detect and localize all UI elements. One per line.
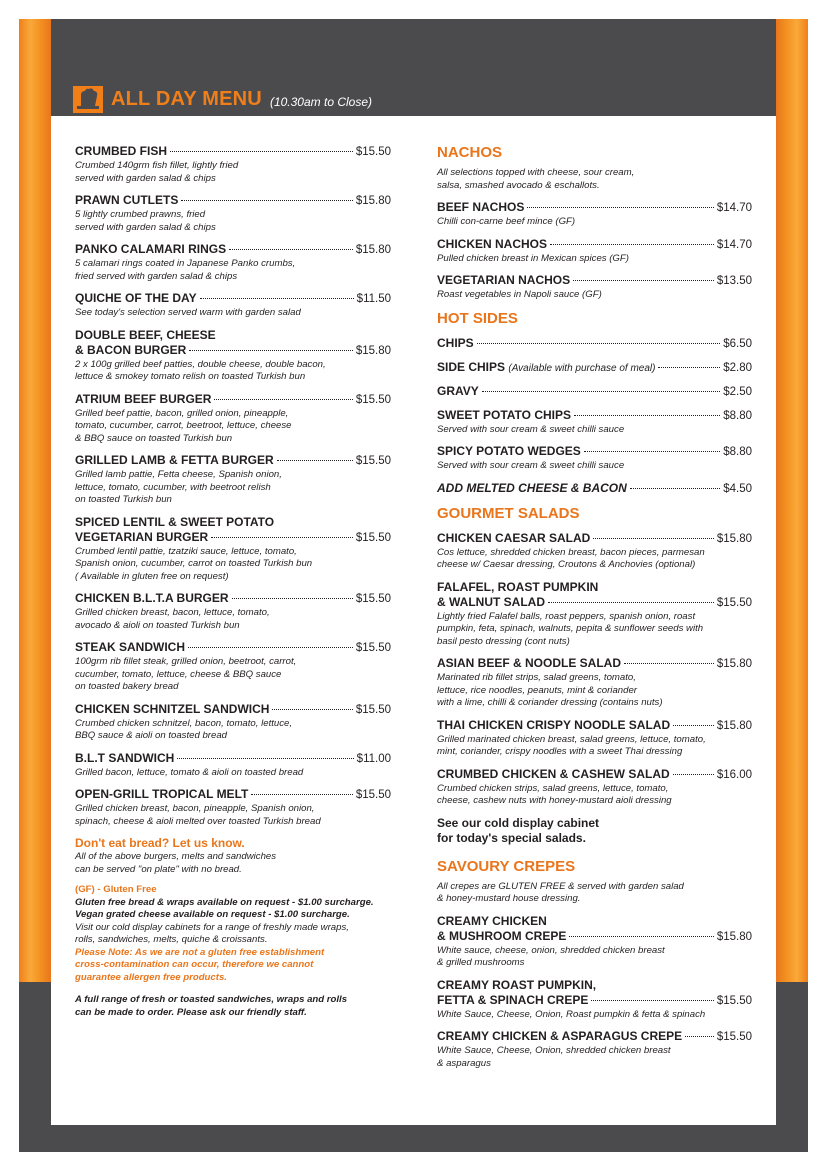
dot-leader xyxy=(477,343,721,344)
dot-leader xyxy=(658,367,720,368)
menu-item xyxy=(437,273,752,302)
item-name xyxy=(437,273,570,288)
menu-item xyxy=(437,384,752,400)
item-name-text: CHIPS xyxy=(437,335,474,350)
item-name xyxy=(437,444,581,459)
item-price: $15.50 xyxy=(355,393,391,406)
item-description: 100grm rib fillet steak, grilled onion, beetroot, carrot, cucumber, tomato, lettuce, cheese & BBQ sauce on toasted bakery bread xyxy=(75,656,297,692)
item-name xyxy=(437,481,627,496)
menu-item xyxy=(437,767,752,808)
item-description: Grilled bacon, lettuce, tomato & aioli on toasted bread xyxy=(75,766,304,778)
item-name xyxy=(437,237,547,252)
item-description: 2 x 100g grilled beef patties, double cheese, double bacon, lettuce & smokey tomato relish on toasted Turkish bun xyxy=(75,358,326,382)
item-name-text: & BACON BURGER xyxy=(75,342,187,357)
menu-item xyxy=(437,360,752,376)
item-name-line: SPICED LENTIL & SWEET POTATO xyxy=(75,514,275,529)
made-to-order-note: A full range of fresh or toasted sandwiches, wraps and rolls can be made to order. Please ask our friendly staff. xyxy=(75,994,348,1018)
item-description: White Sauce, Cheese, Onion, Roast pumpkin & fetta & spinach xyxy=(437,1008,706,1020)
item-name xyxy=(75,242,226,257)
item-name xyxy=(437,360,655,376)
item-name-text: CHICKEN NACHOS xyxy=(437,236,548,251)
item-row xyxy=(75,343,391,359)
dot-leader xyxy=(527,207,713,208)
dot-leader xyxy=(188,647,353,648)
menu-item xyxy=(437,408,752,437)
item-name xyxy=(75,640,185,655)
item-name-text: VEGETARIAN NACHOS xyxy=(437,273,571,287)
item-row xyxy=(437,595,752,611)
item-name xyxy=(75,530,208,545)
menu-item xyxy=(75,787,391,828)
dot-leader xyxy=(548,602,714,603)
item-name xyxy=(437,336,474,351)
item-name xyxy=(75,144,167,159)
gluten-free-heading: (GF) - Gluten Free xyxy=(75,884,157,895)
item-price: $15.80 xyxy=(355,195,391,207)
item-name-line: CREAMY CHICKEN xyxy=(437,913,547,928)
item-description: Roast vegetables in Napoli sauce (GF) xyxy=(437,289,602,300)
item-name xyxy=(437,384,479,399)
dot-leader xyxy=(232,598,353,599)
menu-item xyxy=(75,193,391,234)
item-row xyxy=(75,242,391,258)
item-price: $15.50 xyxy=(716,994,752,1007)
right-column xyxy=(437,144,752,1078)
section-description-nachos: All selections topped with cheese, sour cream, salsa, smashed avocado & eschallots. xyxy=(437,167,635,191)
item-name-text: ADD MELTED CHEESE & BACON xyxy=(437,480,627,495)
item-description: Crumbed 140grm fish fillet, lightly fried served with garden salad & chips xyxy=(75,160,239,184)
item-name-text: CHICKEN CAESAR SALAD xyxy=(437,530,591,545)
item-price: $13.50 xyxy=(716,275,752,287)
item-row xyxy=(437,200,752,216)
dot-leader xyxy=(200,298,354,299)
item-price: $15.50 xyxy=(355,703,391,716)
item-name-text: CRUMBED CHICKEN & CASHEW SALAD xyxy=(437,766,670,781)
dot-leader xyxy=(550,244,714,245)
menu-item xyxy=(75,640,391,694)
menu-item xyxy=(437,444,752,473)
dot-leader xyxy=(272,709,352,710)
item-name xyxy=(75,787,248,802)
item-description: Grilled chicken breast, bacon, pineapple, Spanish onion, spinach, cheese & aioli melted over toasted Turkish bread xyxy=(75,803,321,827)
dot-leader xyxy=(673,725,714,726)
item-name-text: VEGETARIAN BURGER xyxy=(75,529,209,544)
item-row xyxy=(437,444,752,460)
item-description: See today's selection served warm with garden salad xyxy=(75,307,301,318)
dot-leader xyxy=(685,1036,714,1037)
item-description: Grilled marinated chicken breast, salad greens, lettuce, tomato, mint, coriander, crispy noodles with a sweet Thai dressing xyxy=(437,733,706,757)
item-name xyxy=(75,193,178,208)
item-name xyxy=(437,595,545,610)
bread-note-text: All of the above burgers, melts and sandwiches can be served "on plate" with no bread. xyxy=(75,851,277,875)
item-name-text: CREAMY CHICKEN & ASPARAGUS CREPE xyxy=(437,1029,683,1043)
menu-item xyxy=(437,531,752,572)
item-row xyxy=(437,656,752,672)
item-name-text: GRAVY xyxy=(437,383,479,398)
menu-title: ALL DAY MENU xyxy=(111,88,262,110)
item-name-text: GRILLED LAMB & FETTA BURGER xyxy=(75,453,274,467)
dot-leader xyxy=(170,151,353,152)
menu-item xyxy=(437,718,752,759)
item-description: Served with sour cream & sweet chilli sauce xyxy=(437,460,625,471)
item-name-text: CHICKEN B.L.T.A BURGER xyxy=(75,591,229,605)
item-description: Chilli con-carne beef mince (GF) xyxy=(437,216,576,227)
menu-item xyxy=(437,978,752,1022)
item-name-line: DOUBLE BEEF, CHEESE xyxy=(75,327,216,342)
item-name-text: ATRIUM BEEF BURGER xyxy=(75,391,212,406)
dot-leader xyxy=(569,936,713,937)
dot-leader xyxy=(573,280,714,281)
item-description: Grilled lamb pattie, Fetta cheese, Spanish onion, lettuce, tomato, cucumber, with beetroot relish on toasted Turkish bun xyxy=(75,469,282,505)
item-description: 5 calamari rings coated in Japanese Panko crumbs, fried served with garden salad & chips xyxy=(75,258,296,282)
menu-item xyxy=(437,580,752,649)
item-name xyxy=(75,751,174,766)
item-description: Pulled chicken breast in Mexican spices (GF) xyxy=(437,252,629,264)
dot-leader xyxy=(591,1000,713,1001)
item-description: Crumbed chicken strips, salad greens, lettuce, tomato, cheese, cashew nuts with honey-mustard aioli dressing xyxy=(437,782,672,806)
dot-leader xyxy=(214,399,352,400)
item-name xyxy=(437,200,524,215)
menu-item xyxy=(437,237,752,266)
item-name xyxy=(75,453,274,468)
item-row xyxy=(437,993,752,1009)
item-row xyxy=(75,751,391,767)
item-name xyxy=(75,702,269,717)
item-name-text: B.L.T SANDWICH xyxy=(75,750,175,765)
menu-item xyxy=(75,328,391,384)
menu-item xyxy=(75,392,391,446)
item-row xyxy=(437,273,752,289)
item-price: $11.00 xyxy=(356,752,391,765)
item-description: Crumbed lentil pattie, tzatziki sauce, lettuce, tomato, Spanish onion, cucumber, carrot on toasted Turkish bun ( Available in gluten free on request) xyxy=(75,545,313,582)
item-name-text: STEAK SANDWICH xyxy=(75,640,185,654)
item-name-text: CRUMBED FISH xyxy=(75,144,167,158)
item-name-text: OPEN-GRILL TROPICAL MELT xyxy=(75,787,249,801)
item-name xyxy=(437,993,588,1008)
dot-leader xyxy=(673,774,714,775)
item-description: Served with sour cream & sweet chilli sauce xyxy=(437,423,625,435)
item-row xyxy=(75,193,391,209)
menu-item xyxy=(437,914,752,970)
item-price: $15.80 xyxy=(355,344,391,357)
item-name-text: ASIAN BEEF & NOODLE SALAD xyxy=(437,656,622,670)
left-orange-border xyxy=(19,19,51,1125)
menu-header xyxy=(73,86,372,113)
item-row xyxy=(75,291,391,307)
item-row xyxy=(75,591,391,607)
dot-leader xyxy=(624,663,714,664)
item-price: $2.50 xyxy=(723,385,752,398)
menu-item xyxy=(75,591,391,632)
item-price: $15.50 xyxy=(716,1031,752,1043)
gluten-free-info: Visit our cold display cabinets for a range of freshly made wraps, rolls, sandwiches, melts, quiche & croissants. xyxy=(75,921,349,945)
dot-leader xyxy=(189,350,352,351)
item-name xyxy=(437,531,590,546)
item-row xyxy=(437,718,752,734)
section-description-crepes: All crepes are GLUTEN FREE & served with garden salad & honey-mustard house dressing. xyxy=(437,880,684,904)
item-description: White sauce, cheese, onion, shredded chicken breast & grilled mushrooms xyxy=(437,944,665,968)
menu-item xyxy=(75,291,391,320)
dot-leader xyxy=(181,200,352,201)
item-price: $15.80 xyxy=(716,658,752,670)
item-row xyxy=(437,929,752,945)
item-name xyxy=(437,718,670,733)
item-price: $8.80 xyxy=(723,409,752,422)
item-name-text: BEEF NACHOS xyxy=(437,200,525,214)
item-row xyxy=(437,531,752,547)
item-price: $14.70 xyxy=(716,238,752,251)
menu-item xyxy=(75,751,391,780)
item-name-text: SPICY POTATO WEDGES xyxy=(437,444,581,458)
item-price: $15.50 xyxy=(355,455,391,467)
section-title-salads: GOURMET SALADS xyxy=(437,504,580,522)
right-orange-border xyxy=(776,19,808,1125)
dot-leader xyxy=(630,488,720,489)
item-row xyxy=(75,453,391,469)
dot-leader xyxy=(574,415,720,416)
item-price: $15.80 xyxy=(355,244,391,256)
item-row xyxy=(437,767,752,783)
item-row xyxy=(437,237,752,253)
item-name-text: QUICHE OF THE DAY xyxy=(75,291,197,305)
menu-item xyxy=(75,242,391,283)
section-title-nachos: NACHOS xyxy=(437,144,503,161)
item-price: $15.50 xyxy=(355,789,391,801)
item-description: Grilled beef pattie, bacon, grilled onion, pineapple, tomato, cucumber, carrot, beetroot, lettuce, cheese & BBQ sauce on toasted Turkish bun xyxy=(75,407,292,444)
item-name xyxy=(75,343,186,358)
dot-leader xyxy=(593,538,713,539)
item-name-text: CHICKEN SCHNITZEL SANDWICH xyxy=(75,701,270,716)
item-name xyxy=(437,656,621,671)
item-name-line: FALAFEL, ROAST PUMPKIN xyxy=(437,579,599,594)
item-row xyxy=(75,144,391,160)
dot-leader xyxy=(482,391,720,392)
item-price: $15.50 xyxy=(716,596,752,609)
section-note-salads: See our cold display cabinet for today's special salads. xyxy=(437,815,600,845)
menu-item xyxy=(437,656,752,710)
dot-leader xyxy=(229,249,353,250)
item-row xyxy=(75,702,391,718)
item-row xyxy=(75,392,391,408)
item-name-text: PRAWN CUTLETS xyxy=(75,193,179,207)
item-price: $4.50 xyxy=(723,482,752,495)
dot-leader xyxy=(211,537,353,538)
item-price: $6.50 xyxy=(723,337,752,350)
dot-leader xyxy=(177,758,353,759)
item-price: $15.50 xyxy=(355,593,391,605)
item-name-text: SWEET POTATO CHIPS xyxy=(437,407,572,422)
allergen-warning: Please Note: As we are not a gluten free establishment cross-contamination can occur, therefore we cannot guarantee allergen free products. xyxy=(75,946,325,983)
item-row xyxy=(437,1029,752,1045)
item-price: $15.50 xyxy=(355,642,391,654)
item-price: $15.80 xyxy=(716,930,752,943)
item-description: Grilled chicken breast, bacon, lettuce, tomato, avocado & aioli on toasted Turkish bun xyxy=(75,607,270,631)
item-price: $15.50 xyxy=(355,146,391,158)
menu-item xyxy=(437,336,752,352)
item-description: 5 lightly crumbed prawns, fried served with garden salad & chips xyxy=(75,209,216,233)
item-note: (Available with purchase of meal) xyxy=(508,362,656,374)
bread-note-heading: Don't eat bread? Let us know. xyxy=(75,836,245,850)
dot-leader xyxy=(584,451,720,452)
item-name-text: PANKO CALAMARI RINGS xyxy=(75,242,227,256)
item-name xyxy=(75,591,229,606)
gluten-free-surcharges: Gluten free bread & wraps available on request - $1.00 surcharge. Vegan grated cheese available on request - $1.00 surcharge. xyxy=(75,896,374,920)
item-row xyxy=(437,408,752,424)
dot-leader xyxy=(277,460,353,461)
item-name-text: FETTA & SPINACH CREPE xyxy=(437,992,589,1007)
item-price: $15.50 xyxy=(355,531,391,544)
item-description: Crumbed chicken schnitzel, bacon, tomato, lettuce, BBQ sauce & aioli on toasted bread xyxy=(75,717,293,741)
item-name xyxy=(437,408,571,423)
item-price: $14.70 xyxy=(716,202,752,214)
item-name-text: SIDE CHIPS xyxy=(437,359,506,374)
item-description: Cos lettuce, shredded chicken breast, bacon pieces, parmesan cheese w/ Caesar dressing, Croutons & Anchovies (optional) xyxy=(437,546,705,570)
item-row xyxy=(437,481,752,497)
menu-item xyxy=(437,1029,752,1070)
item-price: $16.00 xyxy=(716,768,752,781)
chef-icon xyxy=(73,86,103,113)
item-name xyxy=(437,929,566,944)
item-row xyxy=(437,384,752,400)
menu-item xyxy=(75,144,391,185)
menu-item xyxy=(437,481,752,497)
item-name xyxy=(75,392,211,407)
item-name xyxy=(437,767,670,782)
item-name-text: & WALNUT SALAD xyxy=(437,594,545,609)
item-row xyxy=(437,360,752,376)
item-row xyxy=(75,787,391,803)
menu-item xyxy=(75,515,391,584)
item-description: Lightly fried Falafel balls, roast peppers, spanish onion, roast pumpkin, feta, spinach, walnuts, pepita & sunflower seeds with basil pesto dressing (cont nuts) xyxy=(437,610,704,647)
item-price: $2.80 xyxy=(723,361,752,374)
menu-item xyxy=(437,200,752,229)
item-price: $8.80 xyxy=(723,446,752,458)
item-price: $11.50 xyxy=(356,293,391,305)
menu-hours: (10.30am to Close) xyxy=(269,95,372,109)
left-column xyxy=(75,144,391,1019)
item-row xyxy=(75,530,391,546)
item-price: $15.80 xyxy=(716,532,752,545)
item-name xyxy=(75,291,197,306)
item-row xyxy=(75,640,391,656)
menu-item xyxy=(75,453,391,507)
item-description: Marinated rib fillet strips, salad greens, tomato, lettuce, rice noodles, peanuts, mint & coriander with a lime, chilli & coriander dressing (contains nuts) xyxy=(437,672,663,708)
item-price: $15.80 xyxy=(716,719,752,732)
dot-leader xyxy=(251,794,352,795)
menu-item xyxy=(75,702,391,743)
item-row xyxy=(437,336,752,352)
item-name-text: & MUSHROOM CREPE xyxy=(437,928,567,943)
item-name-line: CREAMY ROAST PUMPKIN, xyxy=(437,977,597,992)
item-name-text: THAI CHICKEN CRISPY NOODLE SALAD xyxy=(437,717,671,732)
section-title-hot_sides: HOT SIDES xyxy=(437,309,518,327)
item-name xyxy=(437,1029,682,1044)
section-title-crepes: SAVOURY CREPES xyxy=(437,857,576,875)
item-description: White Sauce, Cheese, Onion, shredded chicken breast & asparagus xyxy=(437,1045,671,1069)
